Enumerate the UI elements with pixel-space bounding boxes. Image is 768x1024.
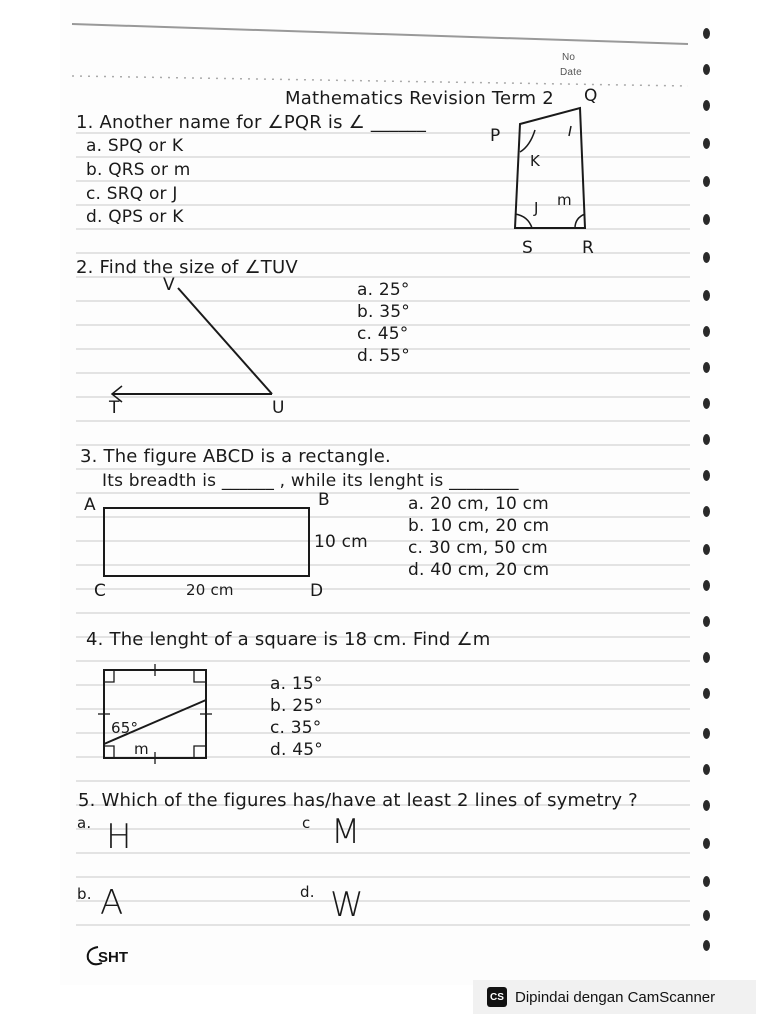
q2-option-d: d. 55° [357,346,410,366]
q3-label-d: D [310,581,324,601]
q3-label-a: A [84,495,96,515]
q2-label-v: V [163,275,175,295]
q3-label-side: 10 cm [314,532,368,552]
q3-label-c: C [94,581,107,601]
q4-option-b: b. 25° [270,696,323,716]
q3-label-bottom: 20 cm [186,581,234,599]
q4-option-d: d. 45° [270,740,323,760]
q1-label-q: Q [584,86,598,106]
q5-option-c-letter: M [331,812,361,852]
q4-question: 4. The lenght of a square is 18 cm. Find ∠m [86,629,491,650]
q4-option-a: a. 15° [270,674,323,694]
q2-label-t: T [109,398,120,418]
logo-text: SHT [98,949,128,966]
q1-label-m: m [557,191,572,209]
q5-question: 5. Which of the figures has/have at least 2 lines of symetry ? [78,790,638,811]
q2-option-b: b. 35° [357,302,410,322]
q5-option-c-label: c [302,814,311,832]
q3-option-d: d. 40 cm, 20 cm [408,560,550,580]
q1-option-b: b. QRS or m [86,160,191,180]
q1-label-r: R [582,238,595,258]
camscanner-icon: CS [487,987,507,1007]
q5-option-d-letter: W [330,885,364,925]
q1-option-d: d. QPS or K [86,207,184,227]
q3-option-b: b. 10 cm, 20 cm [408,516,550,536]
q5-option-d-label: d. [300,883,315,901]
q1-label-k: K [530,152,541,170]
q1-option-c: c. SRQ or J [86,184,178,204]
q3-label-b: B [318,490,330,510]
q1-option-a: a. SPQ or K [86,136,184,156]
q2-label-u: U [272,398,285,418]
q2-question: 2. Find the size of ∠TUV [76,257,298,278]
q3-question-line2: Its breadth is ______ , while its lenght is ________ [102,471,519,491]
q1-label-p: P [490,126,501,146]
sht-logo [84,943,134,969]
q1-label-j: J [534,199,539,217]
q2-option-c: c. 45° [357,324,409,344]
camscanner-label: Dipindai dengan CamScanner [515,988,716,1006]
q4-label-m: m [134,740,149,758]
q3-option-a: a. 20 cm, 10 cm [408,494,549,514]
q5-option-b-letter: A [100,883,124,923]
q3-question-line1: 3. The figure ABCD is a rectangle. [80,446,391,467]
q3-option-c: c. 30 cm, 50 cm [408,538,548,558]
date-label: Date [560,67,582,78]
no-label: No [562,52,576,63]
q4-option-c: c. 35° [270,718,322,738]
page-title: Mathematics Revision Term 2 [285,88,554,109]
camscanner-watermark [473,980,756,1014]
q5-option-a-letter: H [106,817,132,857]
q1-label-s: S [522,238,533,258]
q1-question: 1. Another name for ∠PQR is ∠ ______ [76,112,427,133]
q5-option-b-label: b. [77,885,92,903]
q4-label-angle: 65° [111,719,139,737]
q5-option-a-label: a. [77,814,92,832]
q2-option-a: a. 25° [357,280,410,300]
